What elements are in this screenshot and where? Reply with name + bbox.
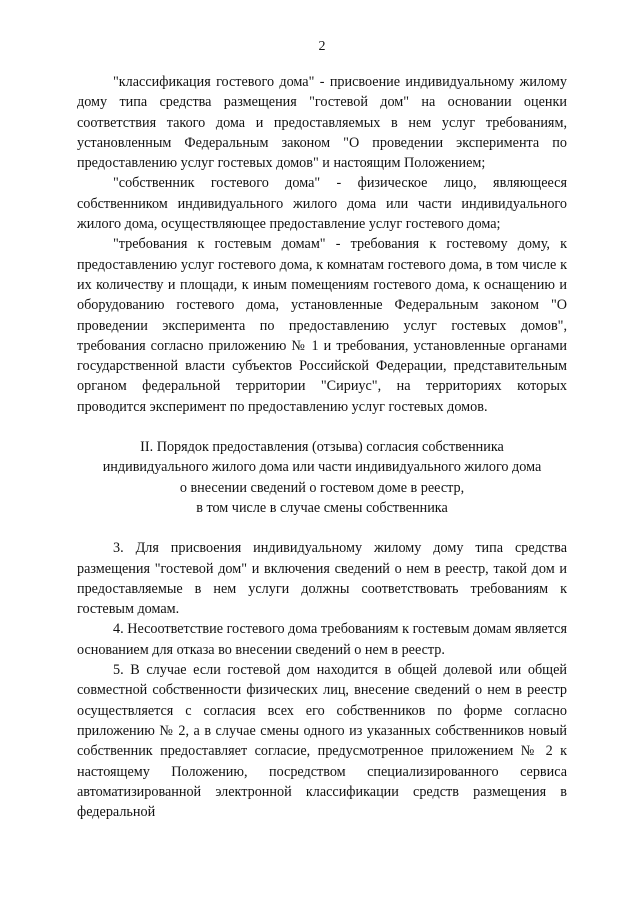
definition-guest-house-classification: "классификация гостевого дома" - присвоение индивидуальному жилому дому типа средства размещения "гостевой дом" на основании оценки соответствия такого дома и предоставляемых в нем услуг требованиям, установленным Федеральным законом "О проведении эксперимента по предоставлению услуг гостевых домов" и настоящим Положением; bbox=[77, 74, 567, 172]
clause-5: 5. В случае если гостевой дом находится в общей долевой или общей совместной собственности физических лиц, внесение сведений о нем в реестр осуществляется с согласия всех его собственников по форме согласно приложению № 2, а в случае смены одного из указанных собственников новый собственник предоставляет согласие, предусмотренное приложением № 2 к настоящему Положению, посредством специализированного сервиса автоматизированной электронной классификации средств размещения в федеральной bbox=[77, 662, 567, 821]
clause-3: 3. Для присвоения индивидуальному жилому дому типа средства размещения "гостевой дом" и включения сведений о нем в реестр, такой дом и предоставляемые в нем услуги должны соответствовать требованиям к гостевым домам. bbox=[77, 540, 567, 618]
section-heading-line: II. Порядок предоставления (отзыва) согласия собственника bbox=[140, 439, 504, 456]
section-heading bbox=[77, 437, 567, 518]
document-page bbox=[77, 36, 567, 822]
section-heading-line: индивидуального жилого дома или части индивидуального жилого дома bbox=[102, 459, 542, 476]
section-heading-line: о внесении сведений о гостевом доме в реестр, bbox=[179, 479, 465, 496]
definition-guest-house-requirements: "требования к гостевым домам" - требования к гостевому дому, к предоставлению услуг гостевого дома, к комнатам гостевого дома, в том числе к их количеству и площади, к иным помещениям гостевого дома, к оснащению и оборудованию гостевого дома, установленные Федеральным законом "О проведении эксперимента по предоставлению услуг гостевых домов", требования согласно приложению № 1 и требования, установленные органами государственной власти субъектов Российской Федерации, представительным органом федеральной территории "Сириус", на территориях которых проводится эксперимент по предоставлению услуг гостевых домов. bbox=[77, 236, 567, 415]
page-number: 2 bbox=[318, 39, 326, 54]
clause-4: 4. Несоответствие гостевого дома требованиям к гостевым домам является основанием для отказа во внесении сведений о нем в реестр. bbox=[77, 621, 567, 658]
section-heading-line: в том числе в случае смены собственника bbox=[196, 499, 448, 516]
definition-guest-house-owner: "собственник гостевого дома" - физическое лицо, являющееся собственником индивидуального жилого дома или части индивидуального жилого дома, осуществляющее предоставление услуг гостевого дома; bbox=[77, 175, 567, 233]
